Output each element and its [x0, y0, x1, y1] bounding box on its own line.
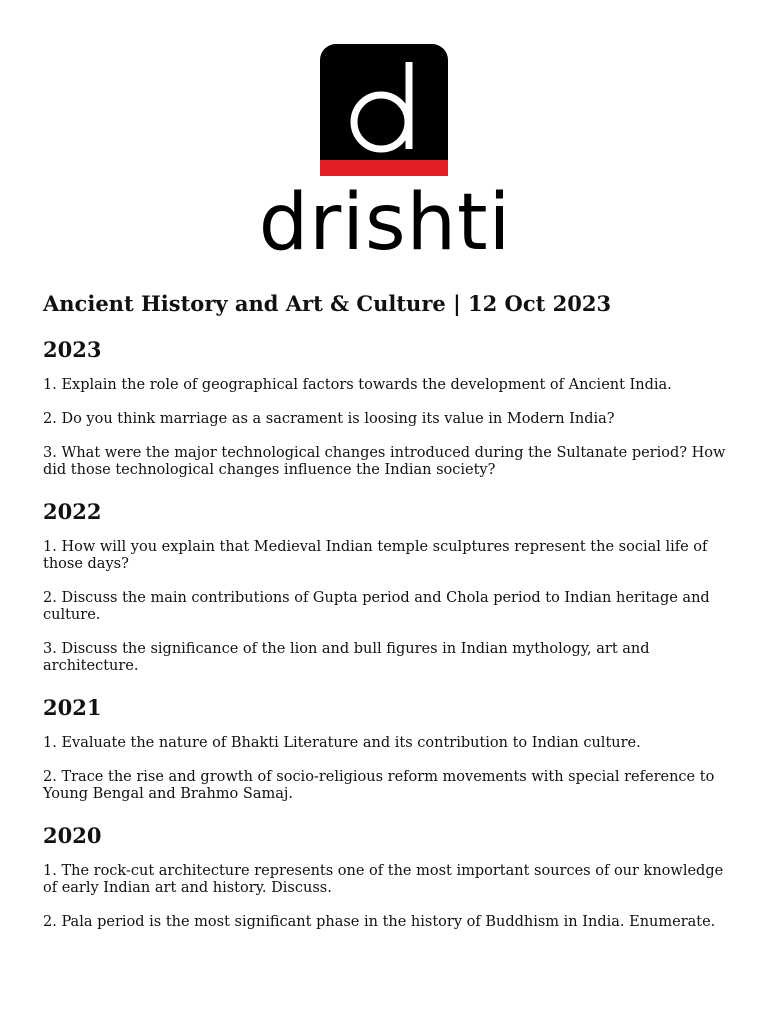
question-item: 1. Evaluate the nature of Bhakti Literature and its contribution to Indian culture. — [43, 735, 641, 751]
logo-red-band — [320, 160, 448, 176]
logo-letter-d-icon — [320, 44, 448, 176]
year-heading: 2023 — [43, 337, 102, 362]
logo-wordmark — [258, 178, 512, 268]
question-item: 2. Discuss the main contributions of Gupta period and Chola period to Indian heritage and culture. — [43, 590, 710, 623]
drishti-logo — [0, 44, 768, 268]
question-item: 3. Discuss the significance of the lion and bull figures in Indian mythology, art and architecture. — [43, 641, 650, 674]
question-item: 1. How will you explain that Medieval Indian temple sculptures represent the social life of those days? — [43, 539, 708, 572]
year-section — [43, 335, 728, 479]
logo-tile — [320, 44, 448, 176]
question-item: 2. Pala period is the most significant phase in the history of Buddhism in India. Enumerate. — [43, 914, 716, 930]
question-item: 2. Do you think marriage as a sacrament is loosing its value in Modern India? — [43, 411, 615, 427]
year-sections — [43, 335, 728, 931]
year-heading: 2022 — [43, 499, 102, 524]
document-body — [43, 289, 728, 949]
question-item: 1. Explain the role of geographical factors towards the development of Ancient India. — [43, 377, 672, 393]
year-section — [43, 693, 728, 803]
year-section — [43, 497, 728, 675]
year-section — [43, 821, 728, 931]
year-heading: 2021 — [43, 695, 102, 720]
year-heading: 2020 — [43, 823, 102, 848]
question-item: 3. What were the major technological changes introduced during the Sultanate period? How did those technological changes influence the Indian society? — [43, 445, 726, 478]
logo-wordmark-text: drishti — [258, 178, 512, 268]
page-title: Ancient History and Art & Culture | 12 Oct 2023 — [43, 291, 612, 316]
question-item: 2. Trace the rise and growth of socio-religious reform movements with special reference to Young Bengal and Brahmo Samaj. — [43, 769, 715, 802]
question-item: 1. The rock-cut architecture represents one of the most important sources of our knowledge of early Indian art and history. Discuss. — [43, 863, 724, 896]
